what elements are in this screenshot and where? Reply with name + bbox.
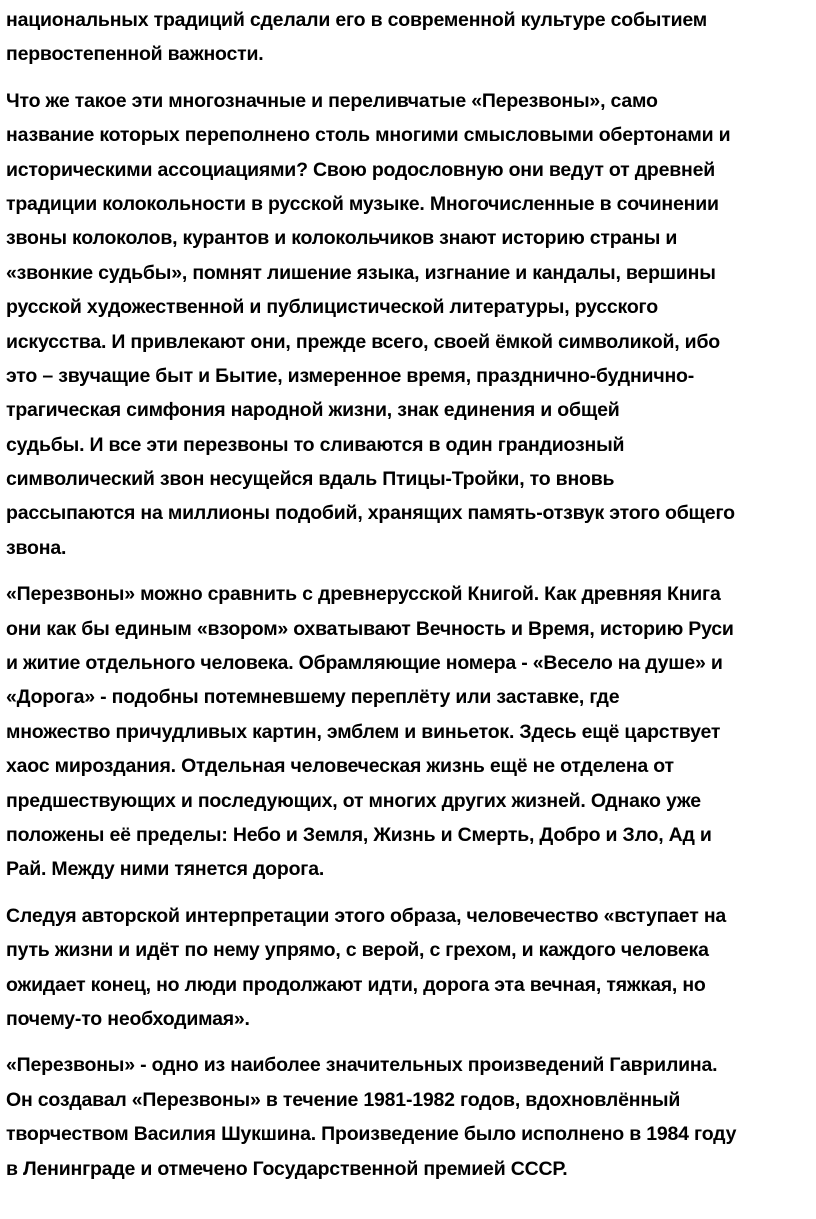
- text-line: творчеством Василия Шукшина. Произведение было исполнено в 1984 году: [6, 1123, 737, 1146]
- text-line: русской художественной и публицистической литературы, русского: [6, 296, 658, 319]
- paragraph-spacer: [6, 565, 810, 577]
- text-line: это – звучащие быт и Бытие, измеренное время, празднично-буднично-: [6, 364, 695, 387]
- text-line: традиции колокольности в русской музыке. Многочисленные в сочинении: [6, 192, 719, 215]
- text-line: ожидает конец, но люди продолжают идти, дорога эта вечная, тяжкая, но: [6, 973, 706, 996]
- paragraph-4: [6, 899, 810, 1037]
- text-line: путь жизни и идёт по нему упрямо, с верой, с грехом, и каждого человека: [6, 939, 709, 962]
- text-line: трагическая симфония народной жизни, знак единения и общей: [6, 399, 620, 422]
- text-line: судьбы. И все эти перезвоны то сливаются в один грандиозный: [6, 433, 625, 456]
- text-line: почему-то необходимая».: [6, 1007, 250, 1030]
- text-line: рассыпаются на миллионы подобий, хранящих память-отзвук этого общего: [6, 502, 735, 525]
- text-line: «Дорога» - подобны потемневшему переплёту или заставке, где: [6, 686, 620, 709]
- paragraph-3: [6, 577, 810, 887]
- paragraph-spacer: [6, 72, 810, 84]
- text-line: национальных традиций сделали его в современной культуре событием: [6, 9, 707, 31]
- text-line: искусства. И привлекают они, прежде всего, своей ёмкой символикой, ибо: [6, 330, 721, 353]
- text-line: Он создавал «Перезвоны» в течение 1981-1982 годов, вдохновлённый: [6, 1088, 681, 1111]
- text-line: символический звон несущейся вдаль Птицы-Тройки, то вновь: [6, 468, 615, 491]
- paragraph-1: [6, 3, 810, 72]
- paragraph-2: [6, 84, 810, 565]
- text-line: множество причудливых картин, эмблем и виньеток. Здесь ещё царствует: [6, 720, 721, 743]
- paragraph-5: [6, 1048, 810, 1186]
- text-line: хаос мироздания. Отдельная человеческая жизнь ещё не отделена от: [6, 755, 674, 778]
- text-line: положены её пределы: Небо и Земля, Жизнь и Смерть, Добро и Зло, Ад и: [6, 823, 712, 846]
- text-line: «Перезвоны» - одно из наиболее значительных произведений Гаврилина.: [6, 1054, 718, 1077]
- text-line: «звонкие судьбы», помнят лишение языка, изгнание и кандалы, вершины: [6, 261, 716, 284]
- paragraph-spacer: [6, 887, 810, 899]
- text-line: первостепенной важности.: [6, 43, 264, 66]
- text-line: и житие отдельного человека. Обрамляющие номера - «Весело на душе» и: [6, 652, 723, 675]
- paragraph-spacer: [6, 1036, 810, 1048]
- text-line: они как бы единым «взором» охватывают Вечность и Время, историю Руси: [6, 617, 734, 640]
- text-line: в Ленинграде и отмечено Государственной премией СССР.: [6, 1157, 568, 1180]
- text-line: «Перезвоны» можно сравнить с древнерусской Книгой. Как древняя Книга: [6, 583, 721, 606]
- text-line: название которых переполнено столь многими смысловыми обертонами и: [6, 124, 731, 147]
- text-line: Следуя авторской интерпретации этого образа, человечество «вступает на: [6, 904, 727, 927]
- text-line: историческими ассоциациями? Свою родословную они ведут от древней: [6, 158, 716, 181]
- text-line: предшествующих и последующих, от многих других жизней. Однако уже: [6, 789, 701, 812]
- text-line: звона.: [6, 536, 67, 559]
- text-line: звоны колоколов, курантов и колокольчиков знают историю страны и: [6, 227, 678, 250]
- text-line: Что же такое эти многозначные и переливчатые «Перезвоны», само: [6, 89, 658, 112]
- text-line: Рай. Между ними тянется дорога.: [6, 858, 325, 881]
